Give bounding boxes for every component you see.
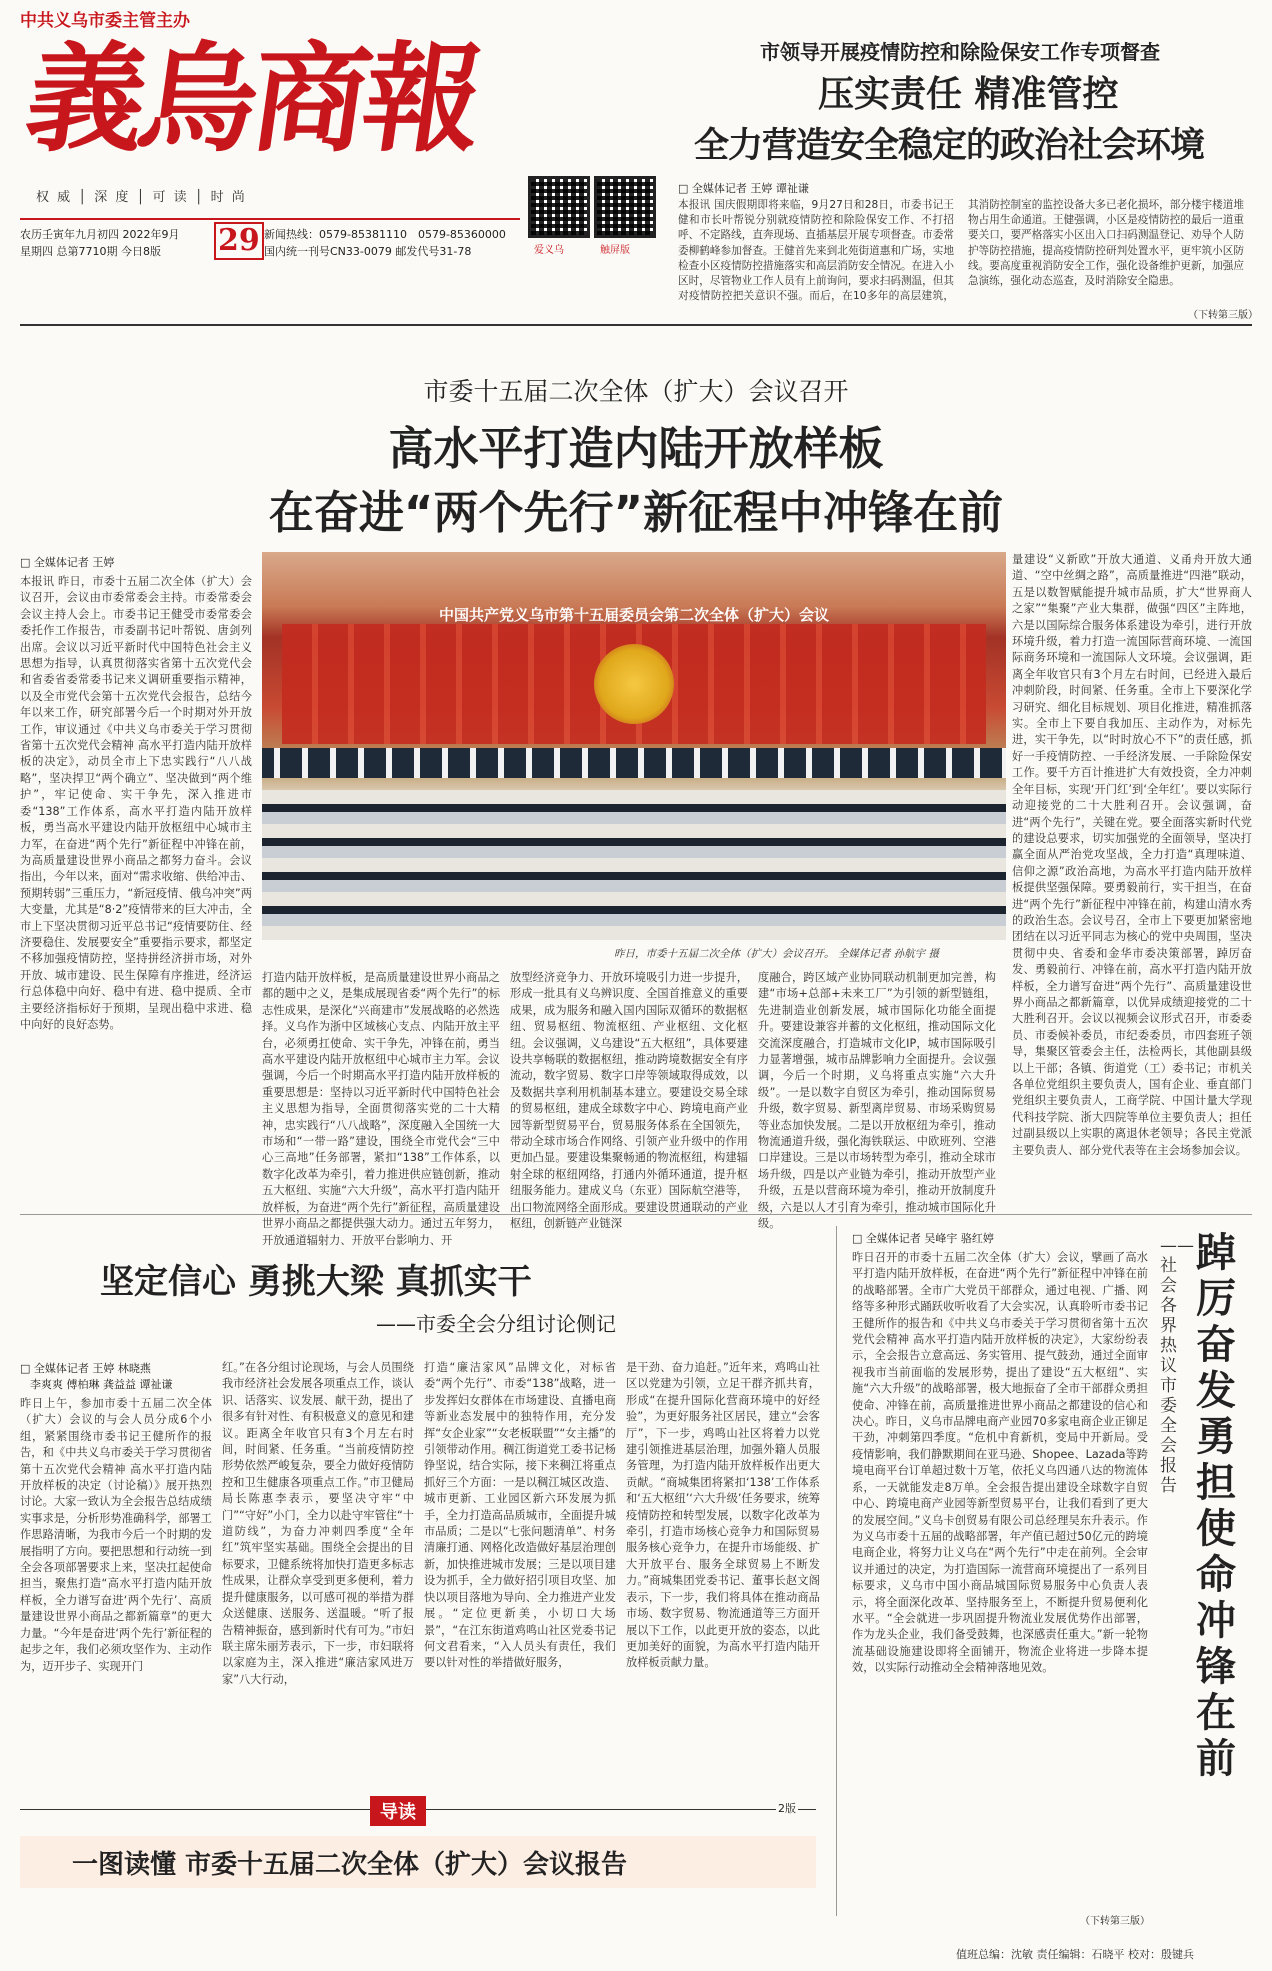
meeting-photo (262, 552, 1006, 940)
qr-label-1: 爱义乌 (534, 245, 564, 256)
section-divider (20, 324, 1252, 326)
qr-label-2: 触屏版 (600, 245, 630, 256)
guide-page[interactable]: 2版 (778, 1802, 796, 1815)
side-headline: 踔厉奋发 勇担使命 冲锋在前 (1196, 1230, 1236, 1782)
editor-footer: 值班总编：沈敏 责任编辑：石晓平 校对：殷键兵 (956, 1948, 1194, 1961)
date-line-2: 星期四 总第7710期 今日8版 (20, 245, 161, 258)
feature-byline-1: □ 全媒体记者 王婷 林晓燕 (20, 1360, 151, 1376)
lead-col-5: 量建设“义新欧”开放大通道、义甬舟开放大通道、“空中丝绸之路”，高质量推进“四港”联动，五是以数智赋能提升城市品质，扩大“世界商人之家”“集聚”产业大集群，做强“四区”主阵地，六是以国际综合服务体系建设为牵引，进行开放环境升级，着力打造一流国际营商环境、一流国际商务环境和一流国际人文环境。会议强调，距离全年收官只有3个月左右时间，已经进入最后冲刺阶段，时间紧、任务重。全市上下要深化学习研究、细化目标规划、项目化推进，精准抓落实。全市上下要自我加压、主动作为，对标先进，实干争先，以“时时放心不下”的责任感，抓好一手疫情防控、一手经济发展、一手除险保安工作。要千方百计推进扩大有效投资，全力冲刺全年目标，实现‘开门红’到‘全年红’。要以实际行动迎接党的二十大胜利召开。会议强调，奋进“两个先行”，关键在党。要全面落实新时代党的建设总要求，切实加强党的全面领导，坚决打赢全面从严治党攻坚战，全力打造“真理味道、信仰之源”政治高地，为高水平打造内陆开放样板提供坚强保障。要勇毅前行，实干担当，在奋进“两个先行”新征程中冲锋在前，构建山清水秀的政治生态。会议号召，全市上下要更加紧密地团结在以习近平同志为核心的党中央周围，坚决贯彻中央、省委和金华市委决策部署，踔厉奋发、勇毅前行、冲锋在前，高水平打造内陆开放样板，全力谱写奋进“两个先行”、高质量建设世界小商品之都新篇章，以优异成绩迎接党的二十大胜利召开。会议以视频会议形式召开，市委委员、市委候补委员，市纪委委员，市四套班子领导，集聚区管委会主任，法检两长，其他副县级以上干部；各镇、街道党（工）委书记；市机关各单位党组织主要负责人，国有企业、垂直部门党组织主要负责人，工商学院、中国计量大学现代科技学院、浙大四院等单位主要负责人；担任过副县级以上实职的离退休老领导；各民主党派主要负责人、部分党代表等在主会场参加会议。 (1012, 553, 1252, 1157)
party-emblem-icon (594, 644, 674, 724)
contact-block (264, 226, 506, 260)
photo-caption: 昨日，市委十五届二次全体（扩大）会议召开。 全媒体记者 孙航宇 摄 (614, 948, 940, 960)
side-story-continue: （下转第三版） (1080, 1916, 1150, 1927)
date-block (20, 226, 180, 260)
lead-col-2: 打造内陆开放样板，是高质量建设世界小商品之都的题中之义，是集成展现省委“两个先行”的标志性成果，是深化“兴商建市”发展战略的必然选择。义乌作为浙中区域核心支点、内陆开放主平台，必须勇扛使命、实干争先，冲锋在前，勇当高水平建设内陆开放枢纽中心城市主力军。会议强调，今后一个时期高水平打造内陆开放样板的重要思想是：坚持以习近平新时代中国特色社会主义思想为指导，全面贯彻落实党的二十大精神，忠实践行“八八战略”，深度融入全国统一大市场和“一带一路”建设，围绕全市党代会“三中心三高地”任务部署，紧扣“138”工作体系，以数字化改革为牵引，着力推进供应链创新，推动五大枢纽、实施“六大升级”，高水平打造内陆开放样板，为奋进“两个先行”新征程，高质量建设世界小商品之都提供强大动力。通过五年努力，开放通道辐射力、开放平台影响力、开 (262, 971, 500, 1247)
newspaper-logo: 義烏商報 (18, 29, 486, 168)
top-story-text: 本报讯 国庆假期即将来临，9月27日和28日，市委书记王健和市长叶帮锐分别就疫情防控和除险保安工作、不打招呼、不定路线，直奔现场、直插基层开展专项督查。市委常委柳鹤峰参加督查。王健首先来到北苑街道惠和广场，实地检查小区疫情防控措施落实和高层消防安全情况。在进入小区时，尽管物业工作人员有上前询问，要求扫码测温，但其对疫情防控把关意识不强。而后，在10多年的高层建筑，其消防控制室的监控设备大多已老化损坏，部分楼宇楼道堆物占用生命通道。王健强调，小区是疫情防控的最后一道重要关口，要严格落实小区出入口扫码测温登记、劝导个人防护等防控措施，提高疫情防控研判处置水平，更牢筑小区防线。要高度重视消防安全工作，强化设备维护更新，加强应急演练，强化动态巡查，及时消除安全隐患。 (678, 199, 1244, 303)
masthead-rule (20, 218, 520, 220)
top-story-continue: （下转第三版） (1188, 310, 1258, 321)
feature-headline: 坚定信心 勇挑大梁 真抓实干 (100, 1262, 532, 1302)
date-line-1: 农历壬寅年九月初四 2022年9月 (20, 228, 180, 241)
contact-line-1: 新闻热线：0579-85381110 0579-85360000 (264, 228, 506, 241)
sponsor-line: 中共义乌市委主管主办 (20, 11, 190, 31)
qr-code-mobile (594, 176, 656, 238)
side-byline: □ 全媒体记者 吴峰宇 骆红婷 (852, 1230, 994, 1246)
guide-box[interactable] (20, 1836, 816, 1888)
feature-subhead: ——市委全会分组讨论侧记 (376, 1312, 616, 1336)
audience-rows (262, 790, 1006, 940)
side-story-text: 昨日召开的市委十五届二次全体（扩大）会议，擘画了高水平打造内陆开放样板，在奋进“两个先行”新征程中冲锋在前的战略部署。全市广大党员干部群众，通过电视、广播、网络等多种形式踊跃收听收看了大会实况，认真聆听市委书记王健所作的报告和《中共义乌市委关于学习贯彻省第十五次党代会精神 高水平打造内陆开放样板的决定》，大家纷纷表示，全会报告立意高远、务实管用、提气鼓劲，通过全面审视我市当前面临的发展形势，提出了建设“五大枢纽”、实施“六大升级”的战略部署，极大地振奋了全市干部群众勇担使命、冲锋在前，高质量推进世界小商品之都建设的信心和决心。昨日，义乌市品牌电商产业园70多家电商企业正铆足干劲，冲刺第四季度。“危机中育新机，变局中开新局。受疫情影响，我们静默期间在亚马逊、Shopee、Lazada等跨境电商平台订单超过数十万笔，依托义乌四通八达的物流体系，一天就能发走8万单。全会报告提出建设全球数字自贸中心、跨境电商产业园等新型贸易平台，让我们看到了更大的发展空间。”义乌卡创贸易有限公司总经理吴东升表示。作为义乌市委十五届的战略部署，年产值已超过50亿元的跨境电商企业，将努力让义乌在“两个先行”中走在前列。全会审议并通过的决定，为打造国际一流营商环境提出了一系列目标要求，义乌市中国小商品城国际贸易服务中心负责人表示，将全面深化改革、坚持服务至上，不断提升贸易便利化水平。“全会就进一步巩固提升物流业发展优势作出部署，作为龙头企业，我们备受鼓舞，也深感责任重大。”新一轮物流基础设施建设即将全面铺开，物流企业将进一步降本提效，以实际行动推动全会精神落地见效。 (852, 1251, 1148, 1675)
lead-headline-1: 高水平打造内陆开放样板 (388, 422, 884, 475)
lead-col-3: 放型经济竞争力、开放环境吸引力进一步提升，形成一批具有义乌辨识度、全国首推意义的重要成果，成为服务和融入国内国际双循环的数据枢纽、贸易枢纽、物流枢纽、产业枢纽、文化枢纽。会议强调，义乌建设“五大枢纽”，具体要建设共享畅联的数据枢纽，推动跨境数据安全有序流动，数字贸易、数字口岸等领域取得成效，以及数据共享利用机制基本建立。要建设交易全球的贸易枢纽，建成全球数字中心、跨境电商产业园等新型贸易平台，贸易服务体系在全国领先，带动全球市场合作网络、引领产业升级中的作用更加凸显。要建设集聚畅通的物流枢纽，构建辐射全球的枢纽网络，打通内外循环通道，提升枢纽服务能力。建成义乌（东亚）国际航空港等，出口物流网络全面形成。要建设贯通联动的产业枢纽，创新链产业链深 (510, 971, 748, 1231)
top-story-headline-2: 全力营造安全稳定的政治社会环境 (694, 126, 1205, 166)
top-story-byline: □ 全媒体记者 王婷 谭祉谦 (678, 180, 809, 196)
top-story-headline-1: 压实责任 精准管控 (818, 74, 1119, 115)
column-rule (836, 1226, 837, 1916)
lead-byline: □ 全媒体记者 王婷 (20, 554, 114, 570)
guide-label: 导读 (370, 1796, 426, 1826)
day-number: 29 (214, 222, 264, 260)
feature-byline-2: 李爽爽 傅柏琳 龚益益 谭祉谦 (30, 1378, 173, 1391)
side-subhead: ——社会各界热议市委全会报告 (1160, 1236, 1194, 1496)
qr-code-app (528, 176, 590, 238)
podium-row (262, 748, 1006, 778)
feature-col-2: 红。”在各分组讨论现场，与会人员围绕我市经济社会发展各项重点工作，谈认识、话落实、议发展、献干劲，提出了很多有针对性、有积极意义的意见和建议。距离全年收官只有3个月左右时间，时间紧、任务重。“当前疫情防控形势依然严峻复杂，要全力做好疫情防控和卫生健康各项重点工作。”市卫健局局长陈惠李表示，要坚决守牢“中门”“守好”小门，全力以赴守牢管住“十道防线”，为奋力冲刺四季度“全年红”筑牢坚实基础。围绕全会提出的目标要求，卫健系统将加快打造更多标志性成果，让群众享受到更多便利，着力提升健康服务，以可感可视的举措为群众送健康、送服务、送温暖。“听了报告精神振奋，感到新时代有可为。”市妇联主席朱丽芳表示，下一步，市妇联将以家庭为主，深入推进“廉洁家风进万家”八大行动， (222, 1361, 414, 1686)
lead-col-4: 度融合，跨区域产业协同联动机制更加完善，构建“市场+总部+未来工厂”为引领的新型链组，先进制造业创新发展，城市国际化功能全面提升。要建设兼容并蓄的文化枢纽，推动国际文化交流深度融合，打造城市文化IP，城市国际吸引力显著增强，城市品牌影响力全面提升。会议强调，今后一个时期，义乌将重点实施“六大升级”。一是以数字自贸区为牵引，推动国际贸易升级，数字贸易、新型离岸贸易、市场采购贸易等业态加快发展。二是以开放枢纽为牵引，推动物流通道升级，强化海铁联运、中欧班列、空港口岸建设。三是以市场转型为牵引，推动全球市场升级，四是以产业链为牵引，推动开放型产业升级，五是以营商环境为牵引，推动开放制度升级，六是以人才引育为牵引，推动城市国际化升级。 (758, 971, 996, 1231)
lead-kicker: 市委十五届二次全体（扩大）会议召开 (423, 377, 849, 406)
feature-col-3: 打造“廉洁家风”品牌文化，对标省委“两个先行”、市委“138”战略，进一步发挥妇女群体在市场建设、直播电商等新业态发展中的独特作用，充分发挥“女企业家”“女老板联盟”“女主播”的引领带动作用。稠江街道党工委书记杨铮坚说，结合实际，接下来稠江将重点抓好三个方面：一是以稠江城区改造、城市更新、工业园区新六环发展为抓手，全力打造高品质城市，全面提升城市品质；二是以“七张问题清单”、村务清廉打通、网格化改造做好基层治理创新，加快推进城市发展；三是以项目建设为抓手，全力做好招引项目攻坚、加快以项目落地为导向、全力推进产业发展。“定位更新美，小切口大场景”，“在江东街道鸡鸣山社区党委书记何文君看来，“入人员头有责任，我们要以针对性的举措做好服务， (424, 1361, 616, 1670)
contact-line-2: 国内统一刊号CN33-0079 邮发代号31-78 (264, 245, 472, 258)
lead-col-1: 本报讯 昨日，市委十五届二次全体（扩大）会议召开，会议由市委常委会主持。市委常委会会议主持人会上。市委书记王健受市委常委会委托作工作报告，市委副书记叶帮锐、唐剑列出席。会议以习近平新时代中国特色社会主义思想为指导，认真贯彻落实省第十五次党代会和省委省委常委书记来义调研重要指示精神，以及全市党代会第十五次党代会报告，总结今年以来工作，研究部署今后一个时期对外开放工作，审议通过《中共义乌市委关于学习贯彻省第十五次党代会精神 高水平打造内陆开放样板的决定》，动员全市上下忠实践行“八八战略”，坚决捍卫“两个确立”、坚决做到“两个维护”，牢记使命、实干争先，深入推进市委“138”工作体系，高水平打造内陆开放样板，勇当高水平建设内陆开放枢纽中心城市主力军，在奋进“两个先行”新征程中冲锋在前，为高质量建设世界小商品之都努力奋斗。会议指出，今年以来，面对“需求收缩、供给冲击、预期转弱”三重压力，“新冠疫情、俄乌冲突”两大变量，尤其是“8·2”疫情带来的巨大冲击，全市上下坚决贯彻习近平总书记“疫情要防住、经济要稳住、发展要安全”重要指示要求，都坚定不移加强疫情防控，坚持拼经济拼市场，对外开放、城市建设、民生保障有序推进，经济运行总体稳中向好、稳中有进、稳中提质、全市主要经济指标好于预期，呈现出稳中求进、稳中向好的良好态势。 (20, 575, 252, 1031)
photo-banner: 中国共产党义乌市第十五届委员会第二次全体（扩大）会议 (438, 606, 829, 624)
lead-headline-2: 在奋进“两个先行”新征程中冲锋在前 (268, 486, 1004, 539)
feature-col-4: 是干劲、奋力追赶。”近年来，鸡鸣山社区以党建为引领，立足干群齐抓共育，形成“在提升国际化营商环境中的好经验”，为更好服务社区居民，建立“会客厅”，下一步，鸡鸣山社区将着力以党建引领推进基层治理，加强外籍人员服务管理，为打造内陆开放样板作出更大贡献。“商城集团将紧扣‘138’工作体系和‘五大枢纽’‘六大升级’任务要求，统筹疫情防控和转型发展，以数字化改革为牵引，打造市场核心竞争力和国际贸易服务核心竞争力，在提升市场能级、扩大开放平台、服务全球贸易上不断发力。”商城集团党委书记、董事长赵文阁表示，下一步，我们将具体在推动商品市场、数字贸易、物流通道等三方面开展以下工作，以此更开放的姿态，以此更加美好的面貌，为高水平打造内陆开放样板贡献力量。 (626, 1361, 820, 1670)
guide-headline: 一图读懂 市委十五届二次全体（扩大）会议报告 (72, 1850, 628, 1880)
section-divider-2 (20, 1214, 1252, 1215)
top-story-kicker: 市领导开展疫情防控和除险保安工作专项督查 (760, 40, 1160, 64)
slogan: 权 威 │ 深 度 │ 可 读 │ 时 尚 (36, 190, 247, 205)
feature-col-1: 昨日上午，参加市委十五届二次全体（扩大）会议的与会人员分成6个小组，紧紧围绕市委书记王健所作的报告，和《中共义乌市委关于学习贯彻省第十五次党代会精神 高水平打造内陆开放样板的决定（讨论稿）》展开热烈讨论。大家一致认为全会报告总结成绩实事求是，分析形势准确科学，部署工作思路清晰，为我市今后一个时期的发展指明了方向。要把思想和行动统一到全会各项部署要求上来，坚决扛起使命担当，聚焦打造“高水平打造内陆开放样板，全力谱写奋进‘两个先行’、高质量建设世界小商品之都新篇章”的更大力量。“今年是奋进‘两个先行’新征程的起步之年，我们必须攻坚作为、主动作为，迈开步子、实现开门 (20, 1397, 212, 1673)
